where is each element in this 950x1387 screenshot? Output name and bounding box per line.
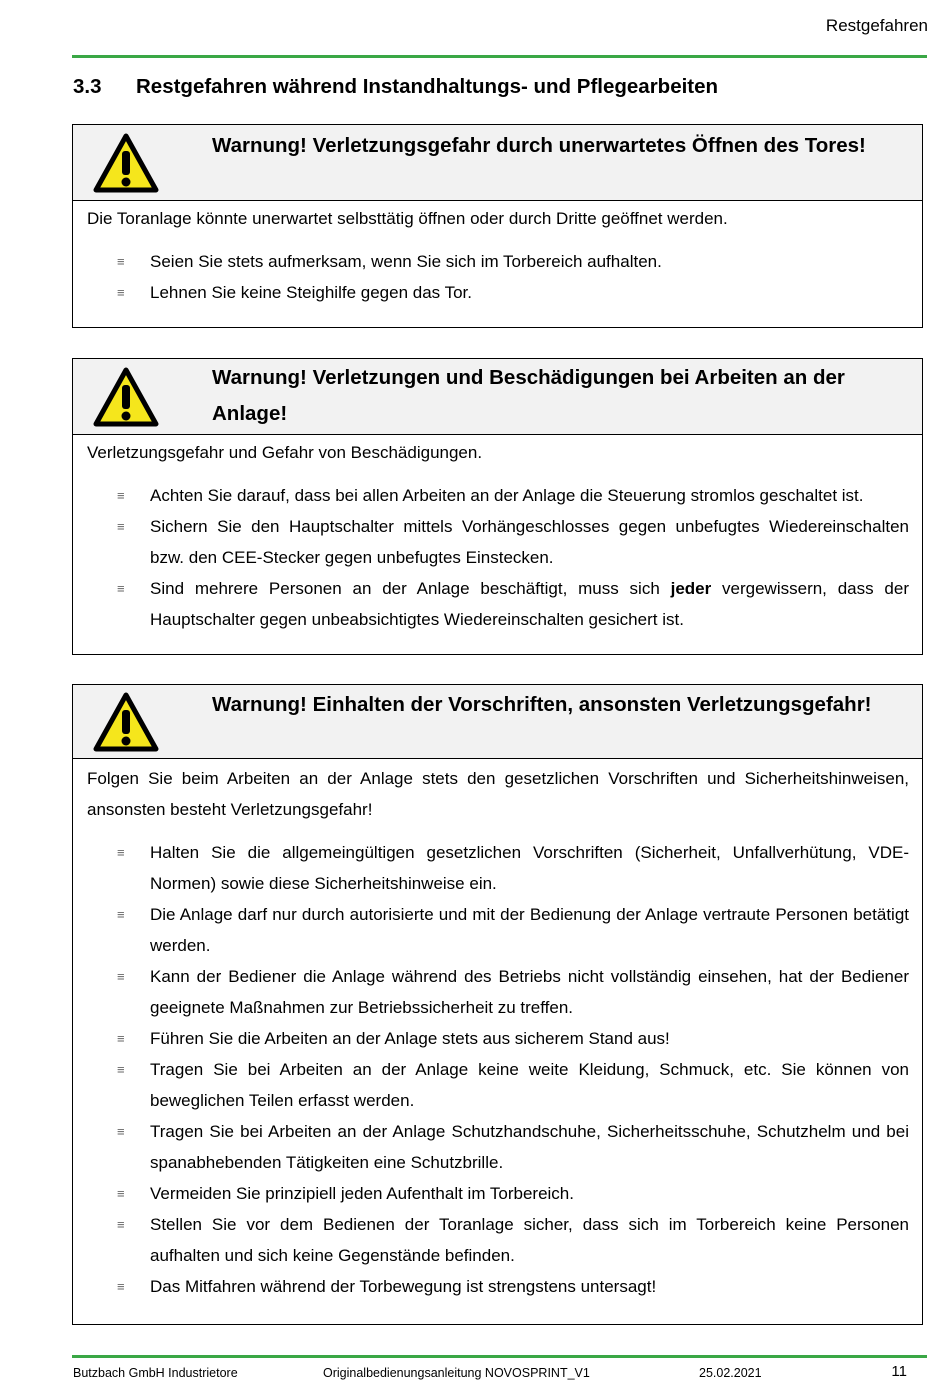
list-item: ≡ Halten Sie die allgemeingültigen gesetzlichen Vorschriften (Sicherheit, Unfallverhütung, VDE-Normen) sowie diese Sicherheitshinweise ein. (87, 837, 909, 899)
list-item: ≡ Stellen Sie vor dem Bedienen der Toranlage sicher, dass sich im Torbereich keine Personen aufhalten und sich keine Gegenstände befinden. (87, 1209, 909, 1271)
list-bullet-icon: ≡ (117, 907, 125, 922)
warning-box (72, 684, 923, 1325)
warning-triangle-icon (93, 367, 159, 427)
list-item: ≡ Tragen Sie bei Arbeiten an der Anlage Schutzhandschuhe, Sicherheitsschuhe, Schutzhelm und bei spanabhebenden Tätigkeiten eine Schutzbrille. (87, 1116, 909, 1178)
page-number: 11 (891, 1363, 907, 1380)
warning-title: Warnung! Verletzungsgefahr durch unerwartetes Öffnen des Tores! (212, 134, 866, 157)
warning-body (73, 201, 922, 327)
list-bullet-icon: ≡ (117, 519, 125, 534)
running-header: Restgefahren (825, 16, 928, 35)
footer-document: Originalbedienungsanleitung NOVOSPRINT_V1 (323, 1366, 590, 1380)
warning-list (87, 246, 909, 308)
warning-box (72, 358, 923, 655)
list-bullet-icon: ≡ (117, 1124, 125, 1139)
list-bullet-icon: ≡ (117, 845, 125, 860)
list-bullet-icon: ≡ (117, 1031, 125, 1046)
list-item: ≡ Seien Sie stets aufmerksam, wenn Sie sich im Torbereich aufhalten. (87, 246, 909, 277)
section-title: Restgefahren während Instandhaltungs- und Pflegearbeiten (136, 75, 719, 98)
footer-rule (72, 1355, 927, 1358)
list-bullet-icon: ≡ (117, 1279, 125, 1294)
section-number: 3.3 (73, 75, 102, 98)
list-item: ≡ Führen Sie die Arbeiten an der Anlage stets aus sicherem Stand aus! (87, 1023, 909, 1054)
warning-body (73, 435, 922, 654)
list-bullet-icon: ≡ (117, 488, 125, 503)
list-bullet-icon: ≡ (117, 285, 125, 300)
footer-date: 25.02.2021 (699, 1366, 762, 1380)
list-item: ≡ Kann der Bediener die Anlage während des Betriebs nicht vollständig einsehen, hat der Bediener geeignete Maßnahmen zur Betriebssicherheit zu treffen. (87, 961, 909, 1023)
warning-intro: Die Toranlage könnte unerwartet selbsttätig öffnen oder durch Dritte geöffnet werden. (87, 209, 728, 228)
warning-header (73, 359, 922, 435)
list-bullet-icon: ≡ (117, 254, 125, 269)
warning-list (87, 480, 909, 635)
list-item: ≡ Das Mitfahren während der Torbewegung ist strengstens untersagt! (87, 1271, 909, 1302)
list-item: ≡ Die Anlage darf nur durch autorisierte und mit der Bedienung der Anlage vertraute Personen betätigt werden. (87, 899, 909, 961)
warning-list (87, 837, 909, 1302)
list-item: ≡ Achten Sie darauf, dass bei allen Arbeiten an der Anlage die Steuerung stromlos geschaltet ist. (87, 480, 909, 511)
list-item: ≡ Sind mehrere Personen an der Anlage beschäftigt, muss sich jeder vergewissern, dass der Hauptschalter gegen unbeabsichtigtes Wiedereinschalten gesichert ist. (87, 573, 909, 635)
warning-triangle-icon (93, 133, 159, 193)
list-item: ≡ Lehnen Sie keine Steighilfe gegen das Tor. (87, 277, 909, 308)
list-bullet-icon: ≡ (117, 1186, 125, 1201)
warning-header (73, 125, 922, 201)
list-item: ≡ Tragen Sie bei Arbeiten an der Anlage keine weite Kleidung, Schmuck, etc. Sie können von beweglichen Teilen erfasst werden. (87, 1054, 909, 1116)
warning-body (73, 759, 922, 1324)
warning-intro: Verletzungsgefahr und Gefahr von Beschädigungen. (87, 443, 483, 462)
list-bullet-icon: ≡ (117, 581, 125, 596)
warning-title: Warnung! Verletzungen und Beschädigungen bei Arbeiten an der Anlage! (212, 366, 845, 425)
warning-triangle-icon (93, 692, 159, 752)
section-heading (73, 75, 718, 99)
warning-box (72, 124, 923, 328)
list-bullet-icon: ≡ (117, 1217, 125, 1232)
warning-title: Warnung! Einhalten der Vorschriften, ansonsten Verletzungsgefahr! (212, 693, 872, 716)
list-bullet-icon: ≡ (117, 1062, 125, 1077)
warning-header (73, 685, 922, 759)
footer-company: Butzbach GmbH Industrietore (73, 1366, 238, 1380)
header-rule (72, 55, 927, 58)
list-item: ≡ Vermeiden Sie prinzipiell jeden Aufenthalt im Torbereich. (87, 1178, 909, 1209)
list-bullet-icon: ≡ (117, 969, 125, 984)
list-item: ≡ Sichern Sie den Hauptschalter mittels Vorhängeschlosses gegen unbefugtes Wiedereinschalten bzw. den CEE-Stecker gegen unbefugtes Einstecken. (87, 511, 909, 573)
emphasis-text: jeder (670, 579, 712, 598)
warning-intro: Folgen Sie beim Arbeiten an der Anlage stets den gesetzlichen Vorschriften und Sicherheitshinweisen, ansonsten besteht Verletzungsgefahr! (87, 769, 909, 819)
